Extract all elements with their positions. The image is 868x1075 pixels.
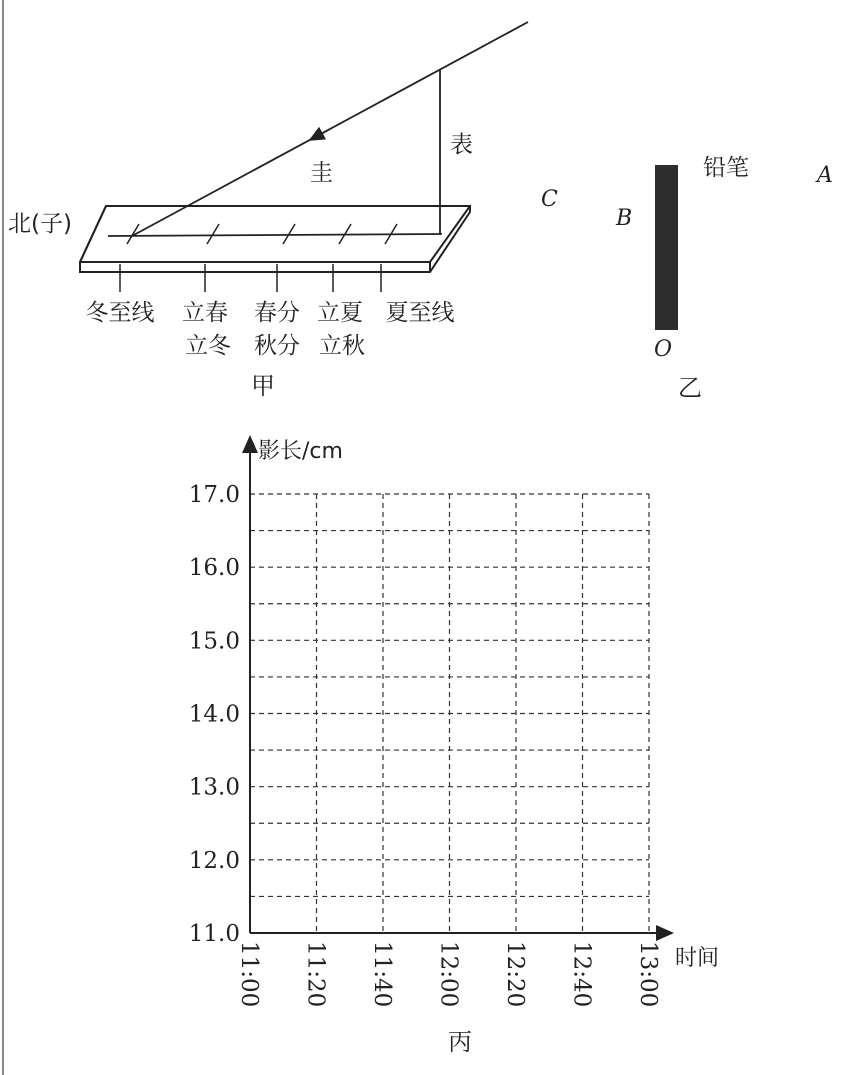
y-tick-label: 16.0: [188, 555, 240, 582]
mark-label-6: 立冬: [185, 333, 231, 359]
pencil-label: 铅笔: [703, 155, 749, 181]
ray-arrow-icon: [310, 129, 330, 140]
x-tick-label: 11:00: [236, 941, 262, 1008]
x-tick-label: 12:20: [502, 941, 528, 1008]
pencil-diagram: [541, 155, 833, 402]
mark-label-7: 秋分: [254, 333, 300, 359]
point-o-label: O: [654, 337, 673, 362]
mark-label-4: 立夏: [317, 300, 363, 326]
caption-yi: 乙: [678, 374, 702, 402]
shadow-length-chart: [189, 437, 719, 1056]
mark-label-8: 立秋: [319, 333, 365, 359]
y-tick-label: 17.0: [188, 482, 240, 508]
point-c-label: C: [541, 187, 558, 212]
y-tick-label: 15.0: [188, 628, 240, 655]
pencil-bar: [655, 165, 678, 330]
caption-jia: 甲: [251, 372, 275, 400]
y-tick-label: 13.0: [188, 774, 240, 801]
y-tick-label: 11.0: [188, 921, 240, 947]
y-tick-label: 14.0: [188, 701, 240, 728]
gui-label: 圭: [310, 160, 333, 186]
point-a-label: A: [817, 163, 833, 188]
north-label: 北(子): [8, 211, 72, 237]
mark-label-1: 冬至线: [85, 300, 155, 326]
mark-label-3: 春分: [254, 300, 300, 326]
x-tick-label: 13:00: [635, 941, 661, 1008]
x-tick-label: 11:20: [302, 941, 329, 1008]
caption-bing: 丙: [448, 1028, 472, 1056]
gnomon-diagram: [8, 22, 528, 400]
y-axis-label: 影长/cm: [258, 439, 343, 464]
y-tick-labels: [189, 482, 240, 947]
x-tick-labels: [236, 941, 661, 1007]
mark-label-5: 夏至线: [385, 300, 455, 326]
y-tick-label: 12.0: [188, 847, 240, 874]
x-tick-label: 11:40: [369, 941, 395, 1008]
x-axis-label: 时间: [675, 946, 720, 971]
gnomon-label: 表: [450, 132, 473, 158]
mark-label-2: 立春: [182, 300, 228, 326]
x-tick-label: 12:00: [435, 941, 462, 1008]
x-tick-label: 12:40: [568, 941, 595, 1008]
chart-grid: [250, 494, 649, 933]
point-b-label: B: [616, 206, 633, 231]
